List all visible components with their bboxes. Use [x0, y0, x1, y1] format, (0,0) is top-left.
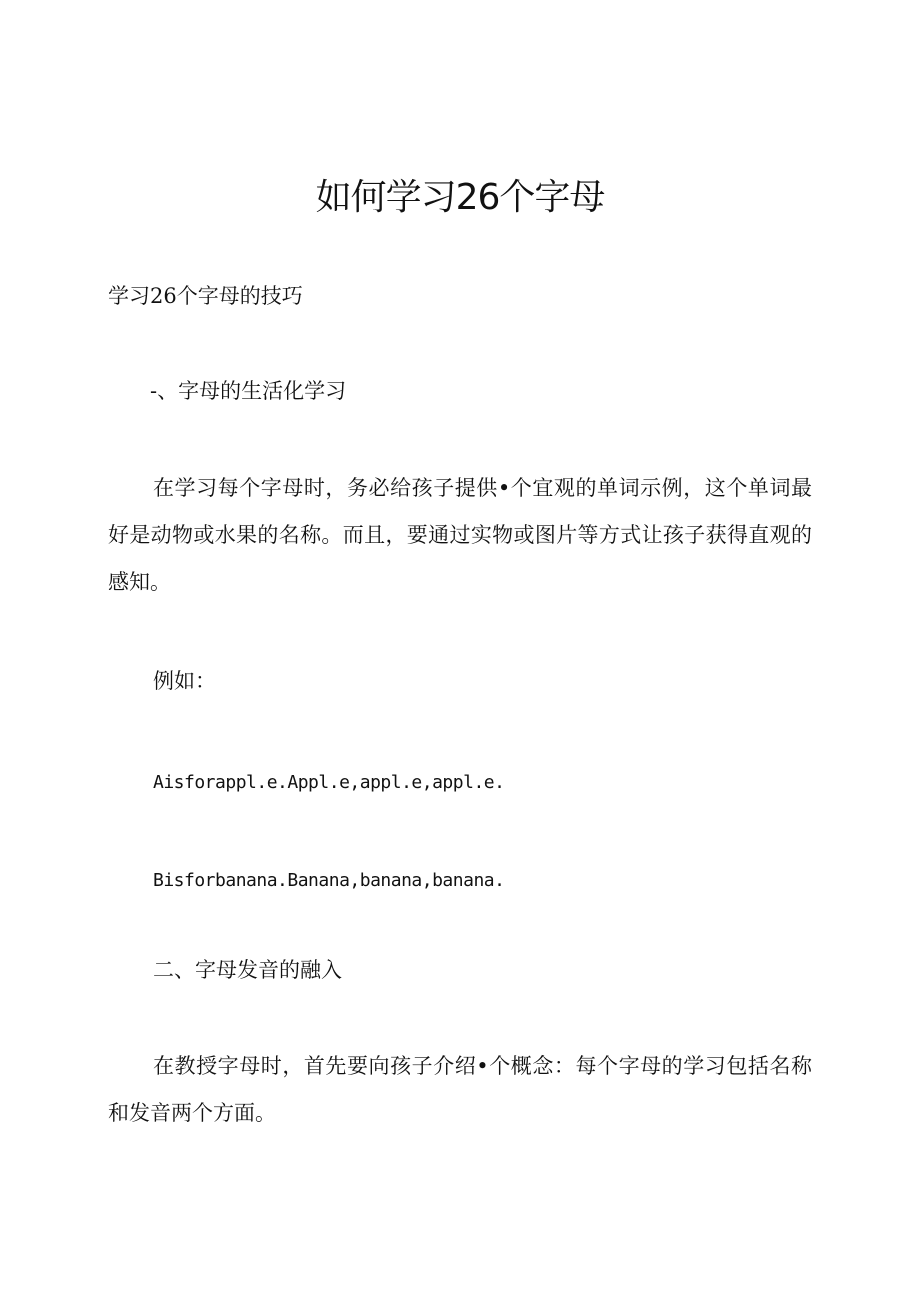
section1-heading: -、字母的生活化学习: [150, 379, 347, 403]
section1-paragraph: 在学习每个字母时，务必给孩子提供•个宜观的单词示例，这个单词最好是动物或水果的名称。而且，要通过实物或图片等方式让孩子获得直观的感知。: [108, 476, 812, 594]
subtitle: 学习26个字母的技巧: [108, 284, 303, 308]
example-label: 例如：: [153, 669, 216, 693]
document-title: 如何学习26个字母: [315, 177, 605, 218]
example-b: Bisforbanana.Banana,banana,banana.: [153, 870, 505, 891]
section2-paragraph: 在教授字母时，首先要向孩子介绍•个概念：每个字母的学习包括名称和发音两个方面。: [108, 1054, 812, 1125]
example-a: Aisforappl.e.Appl.e,appl.e,appl.e.: [153, 772, 505, 793]
section2-heading: 二、字母发音的融入: [153, 958, 342, 982]
